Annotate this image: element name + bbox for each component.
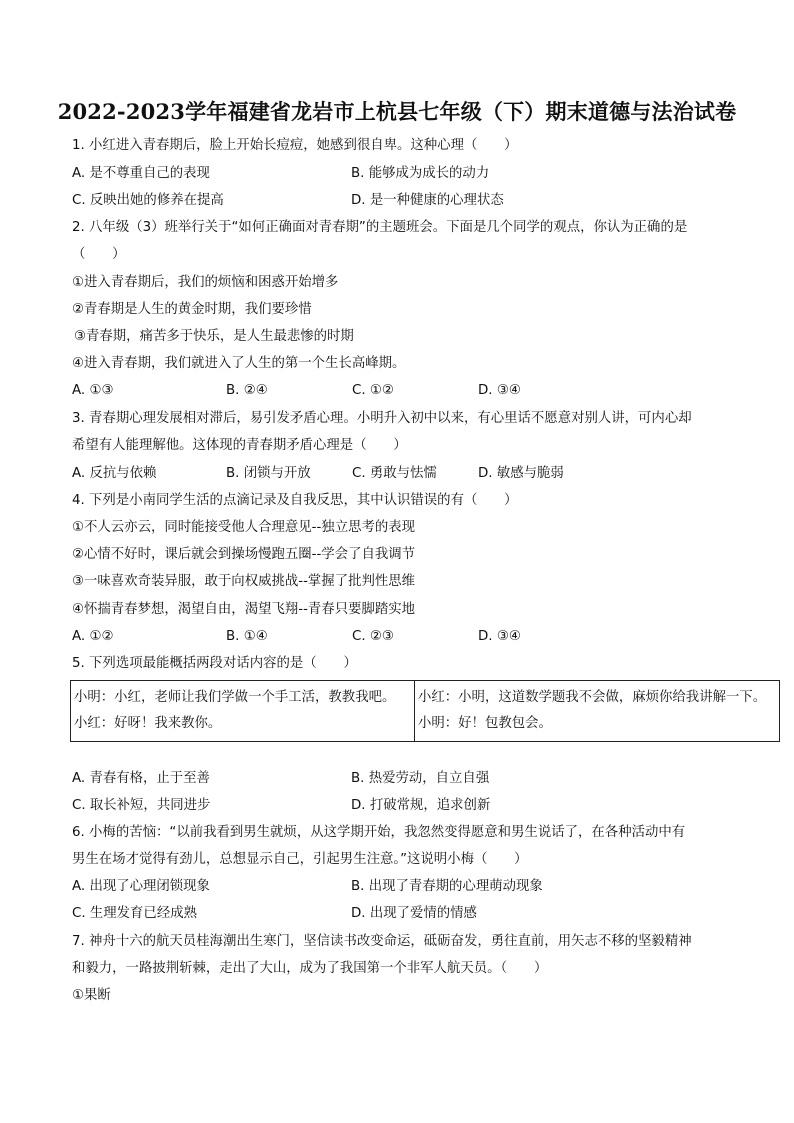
q5-option-d: D. 打破常规，追求创新 bbox=[351, 798, 491, 813]
q2-option-a: A. ①③ bbox=[72, 383, 114, 398]
q4-statement-4: ④怀揣青春梦想，渴望自由，渴望飞翔--青春只要脚踏实地 bbox=[72, 602, 416, 617]
q3-option-a: A. 反抗与依赖 bbox=[72, 466, 157, 481]
q4-option-a: A. ①② bbox=[72, 629, 114, 644]
q6-stem: 6. 小梅的苦恼：“以前我看到男生就烦，从这学期开始，我忽然变得愿意和男生说话了，在各种活动中有 bbox=[72, 825, 686, 840]
q6-stem-cont: 男生在场才觉得有劲儿，总想显示自己，引起男生注意。”这说明小梅（ ） bbox=[72, 852, 528, 867]
q5-dialogue-left bbox=[71, 681, 415, 742]
q4-option-b: B. ①④ bbox=[226, 629, 268, 644]
q2-option-d: D. ③④ bbox=[478, 383, 521, 398]
exam-title: 2022-2023学年福建省龙岩市上杭县七年级（下）期末道德与法治试卷 bbox=[57, 99, 737, 124]
q1-option-a: A. 是不尊重自己的表现 bbox=[72, 166, 210, 181]
q5-dialogue-table bbox=[70, 680, 780, 742]
q7-stem-cont: 和毅力，一路披荆斩棘，走出了大山，成为了我国第一个非军人航天员。（ ） bbox=[72, 961, 548, 976]
q4-option-d: D. ③④ bbox=[478, 629, 521, 644]
q2-stem: 2. 八年级（3）班举行关于“如何正确面对青春期”的主题班会。下面是几个同学的观点，你认为正确的是 bbox=[72, 220, 688, 235]
q7-statement-1: ①果断 bbox=[72, 988, 111, 1003]
q1-option-d: D. 是一种健康的心理状态 bbox=[351, 193, 504, 208]
q5-dialogue-right-line2: 小明：好！包教包会。 bbox=[418, 716, 552, 731]
q4-statement-2: ②心情不好时，课后就会到操场慢跑五圈--学会了自我调节 bbox=[72, 547, 416, 562]
q5-option-c: C. 取长补短，共同进步 bbox=[72, 798, 211, 813]
q3-option-c: C. 勇敢与怯懦 bbox=[352, 466, 437, 481]
q6-option-d: D. 出现了爱情的情感 bbox=[351, 906, 477, 921]
q2-statement-4: ④进入青春期，我们就进入了人生的第一个生长高峰期。 bbox=[72, 356, 406, 371]
q2-statement-3: ③青春期，痛苦多于快乐，是人生最悲惨的时期 bbox=[74, 329, 354, 344]
q6-option-b: B. 出现了青春期的心理萌动现象 bbox=[351, 879, 543, 894]
q5-dialogue-left-line2: 小红：好呀！我来教你。 bbox=[74, 716, 222, 731]
q5-option-b: B. 热爱劳动，自立自强 bbox=[351, 771, 490, 786]
q2-statement-1: ①进入青春期后，我们的烦恼和困惑开始增多 bbox=[72, 275, 339, 290]
q5-option-a: A. 青春有格，止于至善 bbox=[72, 771, 210, 786]
q5-stem: 5. 下列选项最能概括两段对话内容的是（ ） bbox=[72, 656, 357, 671]
q4-option-c: C. ②③ bbox=[352, 629, 394, 644]
q1-option-c: C. 反映出她的修养在提高 bbox=[72, 193, 224, 208]
q7-stem: 7. 神舟十六的航天员桂海潮出生寒门，坚信读书改变命运，砥砺奋发，勇往直前，用矢志不移的坚毅精神 bbox=[72, 934, 692, 949]
q1-stem: 1. 小红进入青春期后，脸上开始长痘痘，她感到很自卑。这种心理（ ） bbox=[72, 138, 518, 153]
q2-statement-2: ②青春期是人生的黄金时期，我们要珍惜 bbox=[72, 302, 312, 317]
q2-stem-cont: （ ） bbox=[72, 247, 126, 262]
q4-statement-3: ③一味喜欢奇装异服，敢于向权威挑战--掌握了批判性思维 bbox=[72, 574, 416, 589]
q5-dialogue-left-line1: 小明：小红，老师让我们学做一个手工活，教教我吧。 bbox=[74, 690, 396, 705]
q5-dialogue-right bbox=[415, 681, 780, 742]
q2-option-c: C. ①② bbox=[352, 383, 394, 398]
q6-option-a: A. 出现了心理闭锁现象 bbox=[72, 879, 210, 894]
q4-stem: 4. 下列是小南同学生活的点滴记录及自我反思，其中认识错误的有（ ） bbox=[72, 493, 518, 508]
q4-statement-1: ①不人云亦云，同时能接受他人合理意见--独立思考的表现 bbox=[72, 520, 416, 535]
q3-option-b: B. 闭锁与开放 bbox=[226, 466, 311, 481]
q3-stem-cont: 希望有人能理解他。这体现的青春期矛盾心理是（ ） bbox=[72, 438, 407, 453]
q6-option-c: C. 生理发育已经成熟 bbox=[72, 906, 197, 921]
q5-dialogue-right-line1: 小红：小明，这道数学题我不会做，麻烦你给我讲解一下。 bbox=[418, 690, 767, 705]
q2-option-b: B. ②④ bbox=[226, 383, 268, 398]
q3-stem: 3. 青春期心理发展相对滞后，易引发矛盾心理。小明升入初中以来，有心里话不愿意对别人讲，可内心却 bbox=[72, 411, 692, 426]
q3-option-d: D. 敏感与脆弱 bbox=[478, 466, 564, 481]
q1-option-b: B. 能够成为成长的动力 bbox=[351, 166, 490, 181]
